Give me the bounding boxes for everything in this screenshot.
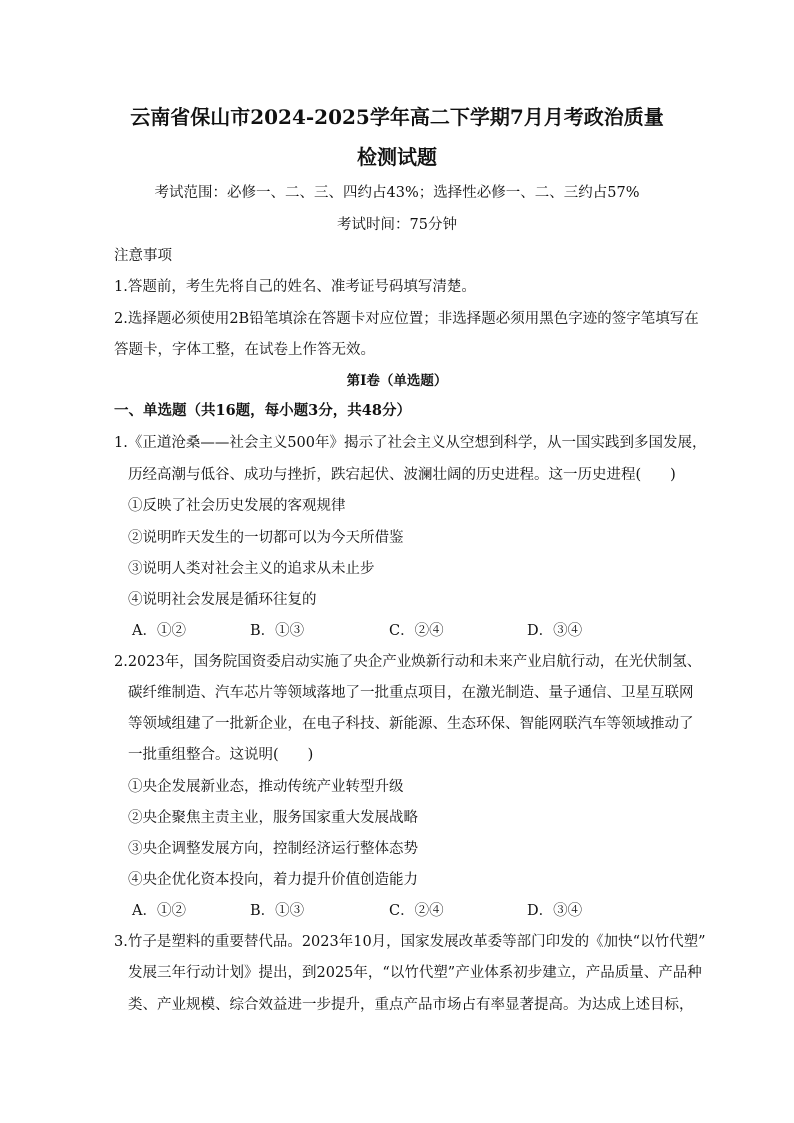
question-text: 3.竹子是塑料的重要替代品。2023年10月，国家发展改革委等部门印发的《加快“以竹代塑” xyxy=(114,934,706,950)
notice-heading: 注意事项 xyxy=(114,248,172,264)
question-text: 类、产业规模、综合效益进一步提升，重点产品市场占有率显著提高。为达成上述目标， xyxy=(128,997,694,1013)
question-text: 1.《正道沧桑——社会主义500年》揭示了社会主义从空想到科学，从一国实践到多国发展， xyxy=(114,435,707,451)
exam-scope: 考试范围：必修一、二、三、四约占43%；选择性必修一、二、三约占57% xyxy=(154,185,640,201)
exam-time: 考试时间：75分钟 xyxy=(337,217,457,233)
question-text: 2.2023年，国务院国资委启动实施了央企产业焕新行动和未来产业启航行动，在光伏制氢、 xyxy=(114,654,702,670)
title-line-2: 检测试题 xyxy=(357,145,437,169)
section-title: 一、单选题（共16题，每小题3分，共48分） xyxy=(114,402,411,419)
title-line-1: 云南省保山市2024-2025学年高二下学期7月月考政治质量 xyxy=(130,105,664,129)
option-d: D．③④ xyxy=(527,903,583,919)
part-title: 第I卷（单选题） xyxy=(346,373,448,389)
question-text: 碳纤维制造、汽车芯片等领域落地了一批重点项目，在激光制造、量子通信、卫星互联网 xyxy=(128,685,694,701)
option-b: B．①③ xyxy=(250,623,305,639)
notice-item-2: 2.选择题必须使用2B铅笔填涂在答题卡对应位置；非选择题必须用黑色字迹的签字笔填写在 xyxy=(114,311,699,327)
question-text: 发展三年行动计划》提出，到2025年，“以竹代塑”产业体系初步建立，产品质量、产品种 xyxy=(128,965,702,981)
notice-item-2-cont: 答题卡，字体工整，在试卷上作答无效。 xyxy=(114,342,375,358)
option-a: A．①② xyxy=(132,623,186,639)
statement: ①央企发展新业态，推动传统产业转型升级 xyxy=(128,779,404,795)
option-a: A．①② xyxy=(132,903,186,919)
option-d: D．③④ xyxy=(527,623,583,639)
statement: ③说明人类对社会主义的追求从未止步 xyxy=(128,561,375,577)
option-c: C．②④ xyxy=(389,623,444,639)
question-text: 等领域组建了一批新企业，在电子科技、新能源、生态环保、智能网联汽车等领域推动了 xyxy=(128,716,694,732)
question-text: 历经高潮与低谷、成功与挫折，跌宕起伏、波澜壮阔的历史进程。这一历史进程( ) xyxy=(128,467,676,483)
statement: ①反映了社会历史发展的客观规律 xyxy=(128,498,346,514)
statement: ④说明社会发展是循环往复的 xyxy=(128,592,317,608)
statement: ②央企聚焦主责主业，服务国家重大发展战略 xyxy=(128,810,418,826)
notice-item-1: 1.答题前，考生先将自己的姓名、准考证号码填写清楚。 xyxy=(114,279,476,295)
option-b: B．①③ xyxy=(250,903,305,919)
statement: ④央企优化资本投向，着力提升价值创造能力 xyxy=(128,872,418,888)
question-text: 一批重组整合。这说明( ) xyxy=(128,747,314,763)
statement: ②说明昨天发生的一切都可以为今天所借鉴 xyxy=(128,530,404,546)
statement: ③央企调整发展方向，控制经济运行整体态势 xyxy=(128,841,418,857)
option-c: C．②④ xyxy=(389,903,444,919)
